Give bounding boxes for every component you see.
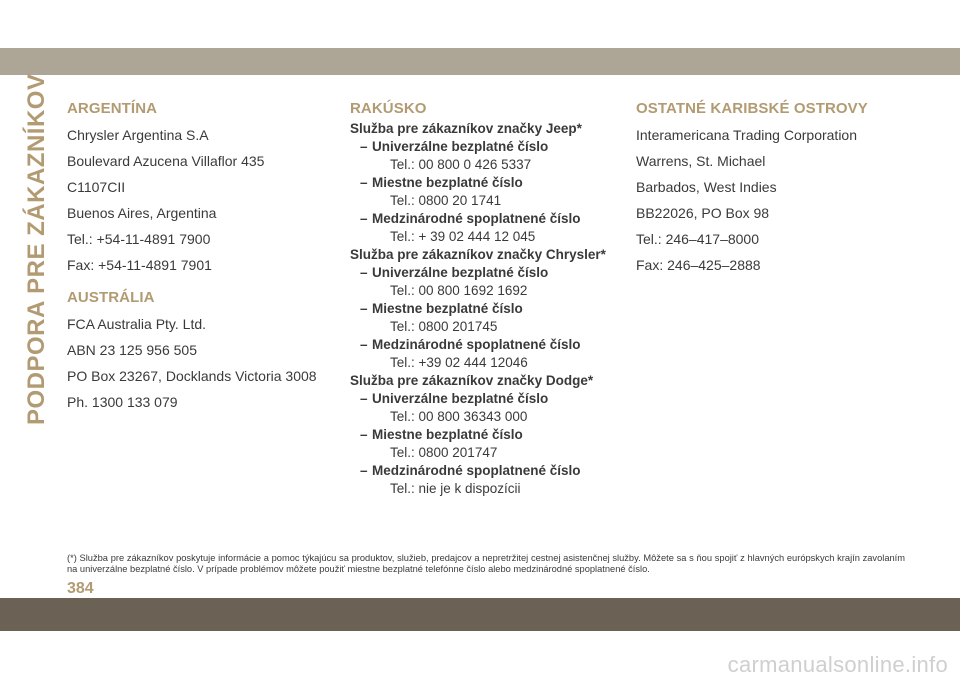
number-type-label <box>350 174 625 192</box>
bottom-band <box>0 598 960 631</box>
column-left <box>67 100 337 411</box>
dash-bullet: – <box>360 139 368 154</box>
side-section-title: PODPORA PRE ZÁKAZNÍKOV <box>23 73 50 425</box>
number-type-label <box>350 390 625 408</box>
number-type-text: Univerzálne bezplatné číslo <box>372 265 549 280</box>
number-type-text: Univerzálne bezplatné číslo <box>372 391 549 406</box>
address-line: Buenos Aires, Argentina <box>67 205 217 221</box>
service-group-title: Služba pre zákazníkov značky Chrysler* <box>350 247 606 262</box>
address-line: PO Box 23267, Docklands Victoria 3008 <box>67 368 317 384</box>
service-group-jeep <box>350 120 625 246</box>
heading-austria: RAKÚSKO <box>350 100 427 117</box>
number-type-label <box>350 462 625 480</box>
number-type-label <box>350 300 625 318</box>
address-line: C1107CII <box>67 179 126 195</box>
service-group-chrysler <box>350 246 625 372</box>
address-line: Chrysler Argentina S.A <box>67 127 209 143</box>
phone-line: Tel.: 0800 20 1741 <box>390 193 502 208</box>
service-group-title: Služba pre zákazníkov značky Jeep* <box>350 121 582 136</box>
number-type-text: Miestne bezplatné číslo <box>372 427 523 442</box>
phone-line: Tel.: 0800 201745 <box>390 319 498 334</box>
dash-bullet: – <box>360 427 368 442</box>
number-type-label <box>350 426 625 444</box>
dash-bullet: – <box>360 463 368 478</box>
phone-line: Tel.: 0800 201747 <box>390 445 498 460</box>
phone-line: Ph. 1300 133 079 <box>67 394 178 410</box>
number-type-text: Miestne bezplatné číslo <box>372 175 523 190</box>
dash-bullet: – <box>360 211 368 226</box>
phone-line: Tel.: +39 02 444 12046 <box>390 355 528 370</box>
address-line: BB22026, PO Box 98 <box>636 205 770 221</box>
dash-bullet: – <box>360 175 368 190</box>
number-type-label <box>350 138 625 156</box>
number-type-text: Univerzálne bezplatné číslo <box>372 139 549 154</box>
top-band <box>0 48 960 75</box>
phone-line: Tel.: 00 800 1692 1692 <box>390 283 528 298</box>
phone-line: Tel.: + 39 02 444 12 045 <box>390 229 536 244</box>
number-type-text: Medzinárodné spoplatnené číslo <box>372 463 581 478</box>
address-line: FCA Australia Pty. Ltd. <box>67 316 207 332</box>
dash-bullet: – <box>360 265 368 280</box>
page-number: 384 <box>67 580 94 597</box>
dash-bullet: – <box>360 301 368 316</box>
phone-line: Tel.: +54-11-4891 7900 <box>67 231 211 247</box>
address-line: ABN 23 125 956 505 <box>67 342 197 358</box>
phone-line: Tel.: 246–417–8000 <box>636 231 759 247</box>
heading-australia: AUSTRÁLIA <box>67 289 155 306</box>
phone-line: Tel.: nie je k dispozícii <box>390 481 521 496</box>
number-type-text: Medzinárodné spoplatnené číslo <box>372 337 581 352</box>
service-group-title: Služba pre zákazníkov značky Dodge* <box>350 373 594 388</box>
dash-bullet: – <box>360 391 368 406</box>
heading-caribbean: OSTATNÉ KARIBSKÉ OSTROVY <box>636 100 868 117</box>
watermark: carmanualsonline.info <box>727 652 948 677</box>
phone-line: Tel.: 00 800 36343 000 <box>390 409 528 424</box>
number-type-label <box>350 210 625 228</box>
fax-line: Fax: +54-11-4891 7901 <box>67 257 212 273</box>
number-type-text: Miestne bezplatné číslo <box>372 301 523 316</box>
dash-bullet: – <box>360 337 368 352</box>
address-line: Interamericana Trading Corporation <box>636 127 858 143</box>
number-type-text: Medzinárodné spoplatnené číslo <box>372 211 581 226</box>
heading-argentina: ARGENTÍNA <box>67 100 158 117</box>
address-line: Warrens, St. Michael <box>636 153 766 169</box>
footnote: (*) Služba pre zákazníkov poskytuje informácie a pomoc týkajúcu sa produktov, služieb, predajcov a nepretržitej cestnej asistenčnej služby. Môžete sa s ňou spojiť z hlavných európskych krajín zavolaním na univerzálne bezplatné číslo. V prípade problémov môžete použiť miestne bezplatné telefónne číslo alebo medzinárodné spoplatnené číslo. <box>67 553 905 574</box>
number-type-label <box>350 264 625 282</box>
phone-line: Tel.: 00 800 0 426 5337 <box>390 157 532 172</box>
address-line: Boulevard Azucena Villaflor 435 <box>67 153 265 169</box>
number-type-label <box>350 336 625 354</box>
column-right <box>636 100 916 274</box>
address-line: Barbados, West Indies <box>636 179 777 195</box>
fax-line: Fax: 246–425–2888 <box>636 257 761 273</box>
column-middle <box>350 100 625 498</box>
service-group-dodge <box>350 372 625 498</box>
